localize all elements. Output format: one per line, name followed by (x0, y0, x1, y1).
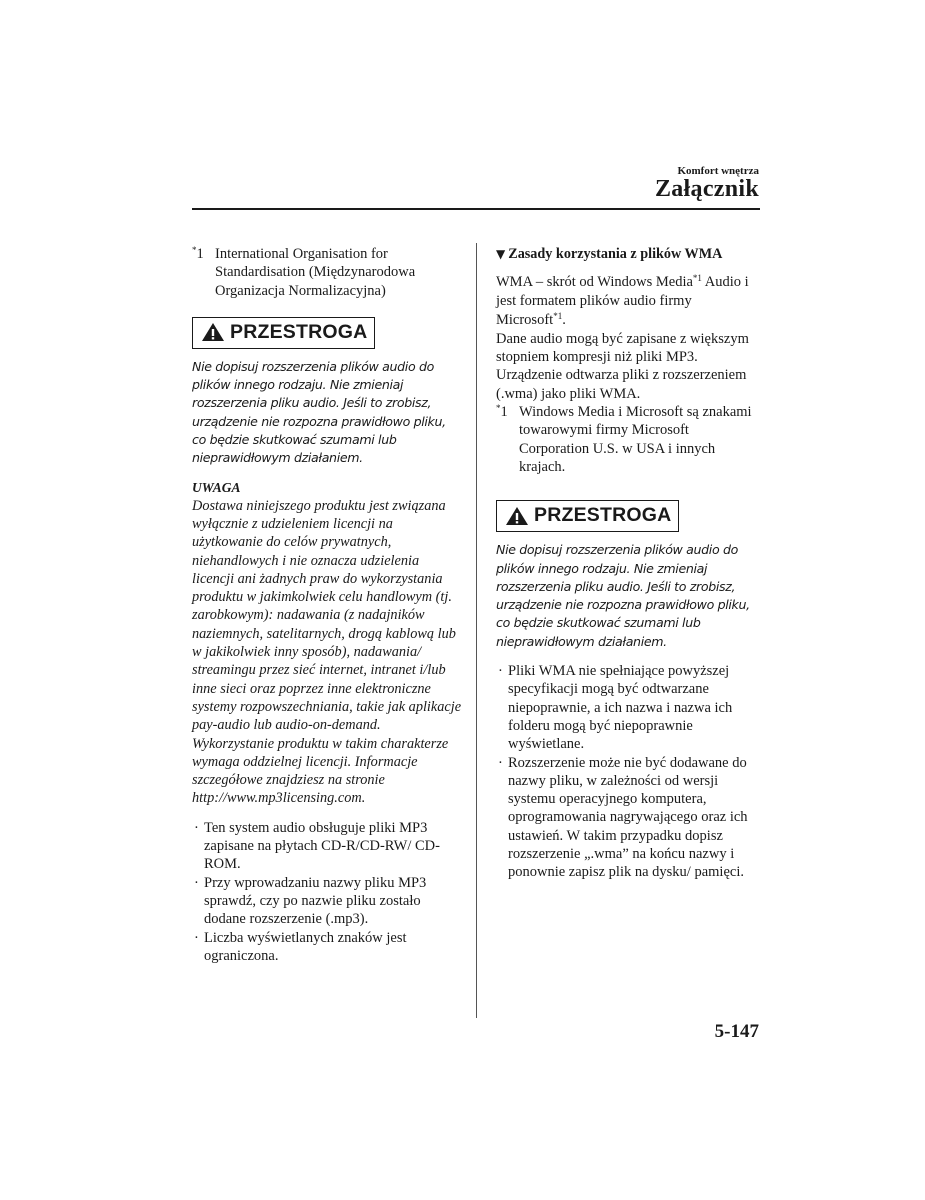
list-item-text: Rozszerzenie może nie być dodawane do nazwy pliku, w zależności od wersji systemu operacyjnego komputera, oprogramowania nagrywającego oraz ich ustawień. W takim przypadku dopisz rozszerzenie „.wma” na końcu nazwy i ponownie zapisz plik na dysku/ pamięci. (508, 754, 748, 881)
triangle-down-icon: ▼ (496, 247, 506, 261)
footnote-mark: *1 (192, 245, 204, 262)
note-block (192, 479, 462, 808)
bullet-list (496, 662, 762, 882)
footnote (192, 245, 462, 300)
footnote-text: International Organisation for Standardisation (Międzynarodowa Organizacja Normalizacyjna) (215, 246, 416, 299)
caution-block (192, 317, 462, 468)
warning-icon (201, 322, 225, 342)
caution-badge (496, 500, 679, 532)
column-divider (476, 243, 477, 1018)
footnote (496, 403, 762, 476)
list-item (496, 754, 762, 882)
caution-badge (192, 317, 375, 349)
note-text: Dostawa niniejszego produktu jest związana wyłącznie z udzieleniem licencji na użytkowanie do celów prywatnych, niehandlowych i nie oznacza udzielenia licencji ani żadnych praw do wykorzystania produktu w jakimkolwiek celu handlowym (tj. zarobkowym): nadawania (z nadajników naziemnych, satelitarnych, drogą kablową lub w jakikolwiek inny sposób), nadawania/ streamingu przez sieć internet, intranet i/lub inne sieci oraz poprzez inne elektroniczne systemy rozpowszechniania, takie jak aplikacje pay-audio lub audio-on-demand. Wykorzystanie produktu w takim charakterze wymaga oddzielnej licencji. Informacje szczegółowe znajdziesz na stronie http://www.mp3licensing.com. (192, 497, 462, 807)
bullet-dot: · (194, 819, 199, 836)
list-item (192, 929, 462, 966)
list-item (192, 819, 462, 874)
caution-text: Nie dopisuj rozszerzenia plików audio do plików innego rodzaju. Nie zmieniaj rozszerzenia pliku audio. Jeśli to zrobisz, urządzenie nie rozpozna prawidłowo pliku, co będzie skutkować szumami lub nieprawidłowym działaniem. (192, 358, 446, 466)
section-title (496, 245, 762, 263)
paragraph: WMA – skrót od Windows Media$^{*1}$ Audio i jest formatem plików audio firmy Microsoft$^{*1}$. (496, 273, 749, 328)
note-title: UWAGA (192, 479, 241, 495)
paragraph: Dane audio mogą być zapisane z większym stopniem kompresji niż pliki MP3. (496, 330, 749, 366)
warning-icon (505, 506, 529, 526)
bullet-list (192, 819, 462, 965)
page-number: 5-147 (714, 1021, 759, 1042)
list-item (192, 874, 462, 929)
section-title-text: Zasady korzystania z plików WMA (508, 246, 723, 262)
list-item-text: Ten system audio obsługuje pliki MP3 zapisane na płytach CD-R/CD-RW/ CD-ROM. (204, 819, 440, 873)
caution-text: Nie dopisuj rozszerzenia plików audio do plików innego rodzaju. Nie zmieniaj rozszerzenia pliku audio. Jeśli to zrobisz, urządzenie nie rozpozna prawidłowo pliku, co będzie skutkować szumami lub nieprawidłowym działaniem. (496, 542, 750, 649)
list-item-text: Pliki WMA nie spełniające powyższej specyfikacji mogą być odtwarzane niepoprawnie, a ich nazwa i nazwa ich folderu mogą być niepoprawnie wyświetlane. (508, 663, 733, 753)
paragraph: Urządzenie odtwarza pliki z rozszerzeniem (.wma) jako pliki WMA. (496, 367, 747, 402)
caution-label: PRZESTROGA (230, 320, 368, 343)
bullet-dot: · (498, 663, 503, 680)
caution-block (496, 500, 762, 651)
page-title: Załącznik (654, 176, 759, 202)
list-item-text: Liczba wyświetlanych znaków jest ograniczona. (204, 929, 407, 964)
header-rule (192, 208, 760, 210)
footnote-text: Windows Media i Microsoft są znakami towarowymi firmy Microsoft Corporation U.S. w USA i innych krajach. (519, 404, 752, 475)
left-column (192, 245, 462, 965)
bullet-dot: · (498, 754, 503, 771)
list-item (496, 662, 762, 753)
bullet-dot: · (194, 929, 199, 946)
footnote-mark: *1 (496, 403, 508, 421)
right-column (496, 245, 762, 882)
list-item-text: Przy wprowadzaniu nazwy pliku MP3 sprawdź, czy po nazwie pliku zostało dodane rozszerzenie (.mp3). (204, 874, 427, 928)
section-header: Komfort wnętrza (677, 165, 759, 177)
caution-label: PRZESTROGA (534, 504, 672, 527)
bullet-dot: · (194, 874, 199, 891)
